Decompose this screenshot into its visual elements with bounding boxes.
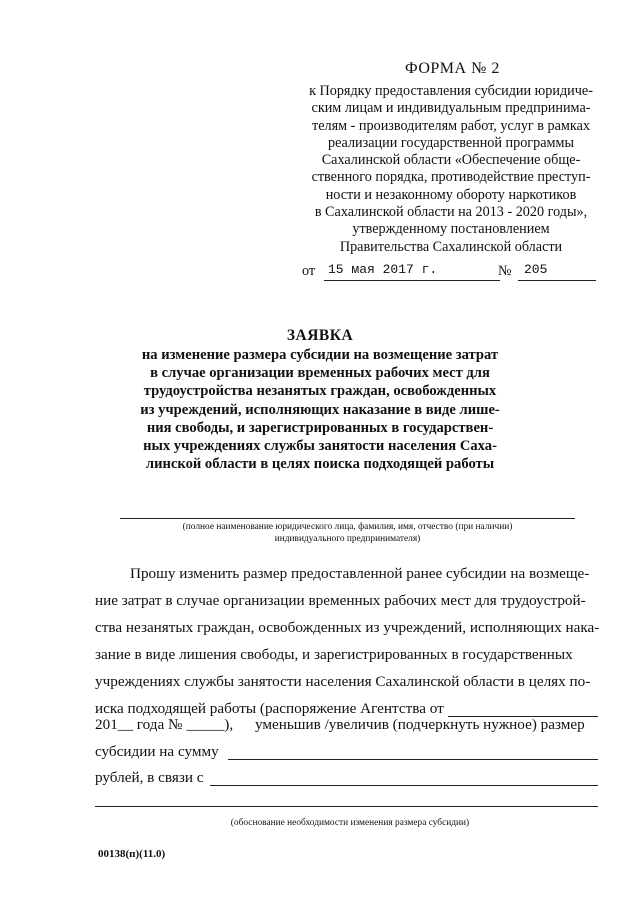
subsidy-amount-field[interactable] bbox=[228, 759, 598, 760]
form-number: ФОРМА № 2 bbox=[405, 60, 500, 77]
applicant-name-field[interactable] bbox=[120, 518, 575, 519]
body-line: уменьшив /увеличив (подчеркнуть нужное) размер bbox=[255, 716, 585, 733]
from-label: от bbox=[302, 263, 316, 279]
title-line: линской области в целях поиска подходящей работы bbox=[145, 456, 495, 473]
appendix-line: телям - производителям работ, услуг в рамках bbox=[312, 117, 590, 134]
reason-field-continued[interactable] bbox=[95, 806, 598, 807]
title-line: из учреждений, исполняющих наказание в виде лише- bbox=[140, 401, 500, 418]
reason-field[interactable] bbox=[210, 785, 598, 786]
body-line: учреждениях службы занятости населения Сахалинской области в целях по- bbox=[95, 673, 591, 690]
number-underline bbox=[518, 280, 596, 281]
body-line: ства незанятых граждан, освобожденных из учреждений, исполняющих нака- bbox=[95, 619, 600, 636]
title-line: трудоустройства незанятых граждан, освобожденных bbox=[143, 383, 497, 400]
date-underline bbox=[324, 280, 500, 281]
title-line: в случае организации временных рабочих мест для bbox=[150, 365, 490, 382]
appendix-line: ским лицам и индивидуальным предпринима- bbox=[311, 100, 591, 117]
title-line: ных учреждениях службы занятости населения Саха- bbox=[143, 438, 497, 455]
body-line: иска подходящей работы (распоряжение Агентства от bbox=[95, 700, 444, 717]
appendix-line: ности и незаконному обороту наркотиков bbox=[325, 186, 577, 203]
form-code: 00138(п)(11.0) bbox=[98, 848, 166, 860]
body-line: субсидии на сумму bbox=[95, 743, 219, 760]
body-line: ние затрат в случае организации временных рабочих мест для трудоустрой- bbox=[95, 592, 586, 609]
appendix-line: в Сахалинской области на 2013 - 2020 годы», bbox=[314, 204, 588, 221]
appendix-line: утвержденному постановлением bbox=[352, 221, 550, 238]
body-line: рублей, в связи с bbox=[95, 769, 204, 786]
reason-caption: (обоснование необходимости изменения размера субсидии) bbox=[230, 818, 470, 828]
title-line: на изменение размера субсидии на возмещение затрат bbox=[141, 347, 499, 363]
body-line: Прошу изменить размер предоставленной ранее субсидии на возмеще- bbox=[130, 565, 590, 582]
number-label: № bbox=[498, 263, 512, 279]
appendix-line: Сахалинской области «Обеспечение обще- bbox=[321, 152, 581, 169]
applicant-name-caption: (полное наименование юридического лица, фамилия, имя, отчество (при наличии) индивидуального предпринимателя) bbox=[182, 522, 513, 544]
application-title bbox=[100, 327, 540, 473]
appendix-reference bbox=[292, 83, 610, 256]
appendix-line: ственного порядка, противодействие преступ- bbox=[311, 169, 591, 186]
appendix-line: Правительства Сахалинской области bbox=[339, 238, 563, 255]
body-line: 201__ года № _____), bbox=[95, 716, 234, 733]
body-line: зание в виде лишения свободы, и зарегистрированных в государственных bbox=[95, 646, 573, 663]
decree-date-row bbox=[300, 263, 600, 283]
appendix-line: реализации государственной программы bbox=[327, 134, 575, 151]
decree-number: 205 bbox=[524, 262, 548, 277]
title-main: ЗАЯВКА bbox=[286, 327, 354, 344]
appendix-line: к Порядку предоставления субсидии юридиче- bbox=[309, 83, 593, 99]
decree-date: 15 мая 2017 г. bbox=[328, 262, 438, 277]
title-line: ния свободы, и зарегистрированных в государствен- bbox=[146, 419, 494, 436]
